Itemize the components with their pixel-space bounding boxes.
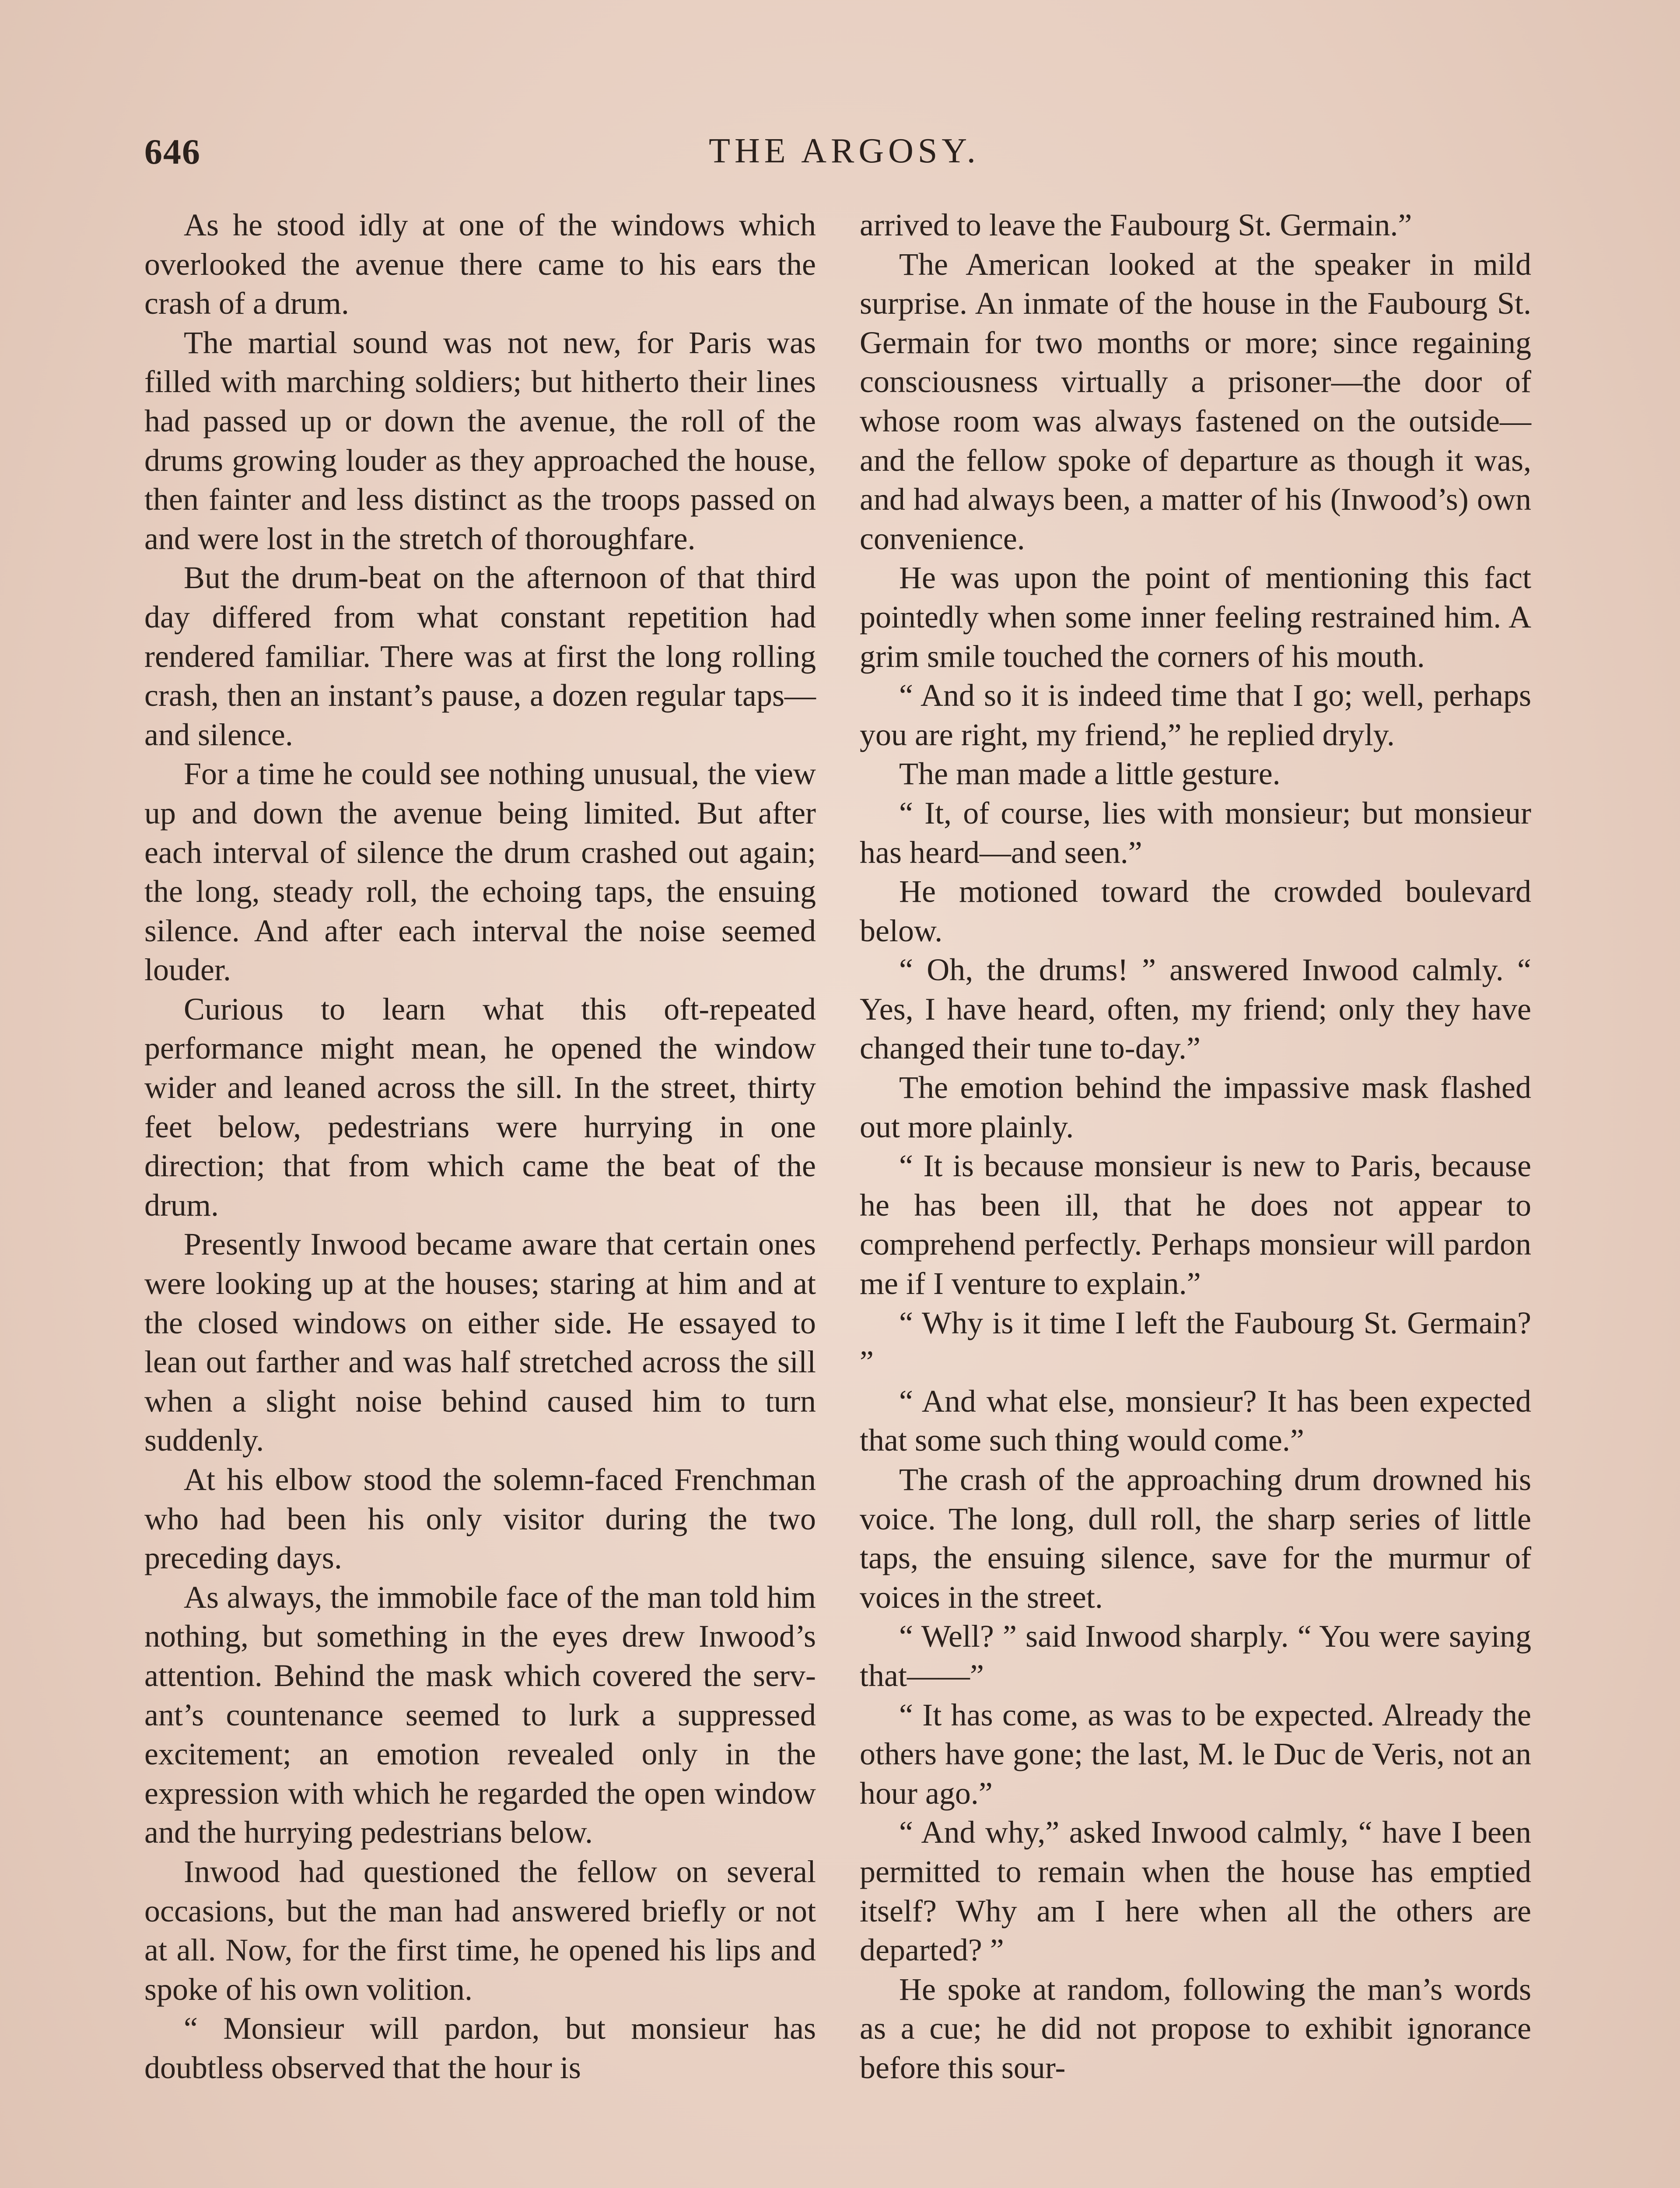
paragraph: “ It is because monsieur is new to Paris, because he has been ill, that he does not appear to comprehend perfectly. Perhaps monsieur will pardon me if I venture to explain.” <box>860 1148 1531 1301</box>
paragraph: He spoke at random, following the man’s words as a cue; he did not propose to exhibit ignorance before this sour- <box>860 1971 1531 2085</box>
page-header <box>144 131 1544 184</box>
paragraph: “ Well? ” said Inwood sharply. “ You were saying that——” <box>860 1619 1531 1693</box>
paragraph: “ It, of course, lies with monsieur; but monsieur has heard—and seen.” <box>860 795 1531 870</box>
running-head: THE ARGOSY. <box>709 132 980 170</box>
paragraph: The American looked at the speaker in mild surprise. An inmate of the house in the Faubourg St. Germain for two months or more; since regaining consciousness virtually a prisoner—the door of whose room was always fastened on the outside—and the fellow spoke of departure as though it was, and had always been, a matter of his (Inwood’s) own convenience. <box>860 246 1531 556</box>
paragraph: For a time he could see nothing unusual, the view up and down the avenue being limited. But after each interval of silence the drum crashed out again; the long, steady roll, the echoing taps, the ensuing silence. And after each interval the noise seemed louder. <box>144 756 816 988</box>
paragraph: As always, the immobile face of the man told him nothing, but something in the eyes drew Inwood’s attention. Behind the mask which covered the servant’s countenance seemed to lurk a suppressed excitement; an emotion revealed only in the expression with which he regarded the open window and the hurrying pedestrians below. <box>144 1579 816 1850</box>
paragraph: Curious to learn what this oft-repeated performance might mean, he opened the window wider and leaned across the sill. In the street, thirty feet below, pedestrians were hurrying in one direction; that from which came the beat of the drum. <box>144 991 816 1223</box>
paragraph: But the drum-beat on the afternoon of that third day differed from what constant repetition had rendered familiar. There was at first the long rolling crash, then an instant’s pause, a dozen regular taps—and silence. <box>144 560 816 752</box>
paragraph: “ Oh, the drums! ” answered Inwood calmly. “ Yes, I have heard, often, my friend; only they have changed their tune to-day.” <box>860 952 1531 1066</box>
paragraph: The martial sound was not new, for Paris was filled with marching soldiers; but hitherto their lines had passed up or down the avenue, the roll of the drums growing louder as they approached the house, then fainter and less distinct as the troops passed on and were lost in the stretch of thoroughfare. <box>144 325 816 556</box>
paragraph: As he stood idly at one of the windows which overlooked the avenue there came to his ears the crash of a drum. <box>144 207 816 321</box>
paragraph: Presently Inwood became aware that certain ones were looking up at the houses; staring at him and at the closed windows on either side. He essayed to lean out farther and was half stretched across the sill when a slight noise behind caused him to turn suddenly. <box>144 1227 816 1458</box>
paragraph: At his elbow stood the solemn-faced Frenchman who had been his only visitor during the two preceding days. <box>144 1462 816 1576</box>
paragraph: “ Monsieur will pardon, but monsieur has doubtless observed that the hour is <box>144 2011 816 2085</box>
paragraph: He motioned toward the crowded boulevard below. <box>860 874 1531 948</box>
paragraph: “ It has come, as was to be expected. Already the others have gone; the last, M. le Duc de Veris, not an hour ago.” <box>860 1697 1531 1811</box>
paragraph: arrived to leave the Faubourg St. Germain.” <box>860 207 1412 242</box>
paragraph: “ And so it is indeed time that I go; well, perhaps you are right, my friend,” he replied dryly. <box>860 678 1531 752</box>
right-column <box>860 206 1531 2088</box>
left-column <box>144 206 816 2088</box>
paragraph: “ Why is it time I left the Faubourg St. Germain? ” <box>860 1305 1531 1380</box>
paragraph: “ And what else, monsieur? It has been expected that some such thing would come.” <box>860 1383 1531 1458</box>
paragraph: The crash of the approaching drum drowned his voice. The long, dull roll, the sharp series of little taps, the ensuing silence, save for the murmur of voices in the street. <box>860 1462 1531 1615</box>
paragraph: The man made a little gesture. <box>899 756 1281 792</box>
paragraph: “ And why,” asked Inwood calmly, “ have I been permitted to remain when the house has emptied itself? Why am I here when all the others are departed? ” <box>860 1815 1531 1968</box>
paragraph: The emotion behind the impassive mask flashed out more plainly. <box>860 1070 1531 1144</box>
paragraph: Inwood had questioned the fellow on several occasions, but the man had answered briefly or not at all. Now, for the first time, he opened his lips and spoke of his own volition. <box>144 1854 816 2007</box>
page-number: 646 <box>144 132 201 172</box>
paragraph: He was upon the point of mentioning this fact pointedly when some inner feeling restrained him. A grim smile touched the corners of his mouth. <box>860 560 1531 674</box>
